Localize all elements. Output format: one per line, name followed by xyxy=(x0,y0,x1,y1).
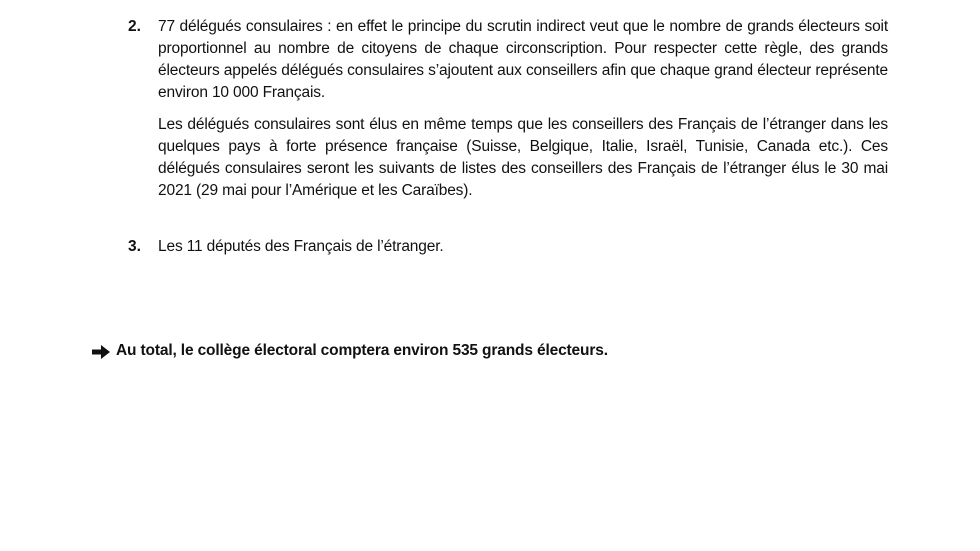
paragraph: Les 11 députés des Français de l’étranger. xyxy=(158,238,444,255)
list-item-body xyxy=(158,236,888,258)
arrow-right-icon xyxy=(92,344,110,358)
list-item-body xyxy=(158,16,888,202)
conclusion-text: Au total, le collège électoral comptera environ 535 grands électeurs. xyxy=(116,342,608,359)
paragraph: 77 délégués consulaires : en effet le principe du scrutin indirect veut que le nombre de grands électeurs soit proportionnel au nombre de citoyens de chaque circonscription. Pour respecter cette règle, des grands électeurs appelés délégués consulaires s’ajoutent aux conseillers afin que chaque grand électeur représente environ 10 000 Français. xyxy=(158,18,888,101)
list-item-number: 2. xyxy=(128,18,141,35)
conclusion xyxy=(92,340,792,362)
paragraph: Les délégués consulaires sont élus en même temps que les conseillers des Français de l’étranger dans les quelques pays à forte présence française (Suisse, Belgique, Italie, Israël, Tunisie, Canada etc.). Ces délégués consulaires seront les suivants de listes des conseillers des Français de l’étranger élus le 30 mai 2021 (29 mai pour l’Amérique et les Caraïbes). xyxy=(158,116,888,199)
list-item-number: 3. xyxy=(128,238,141,255)
